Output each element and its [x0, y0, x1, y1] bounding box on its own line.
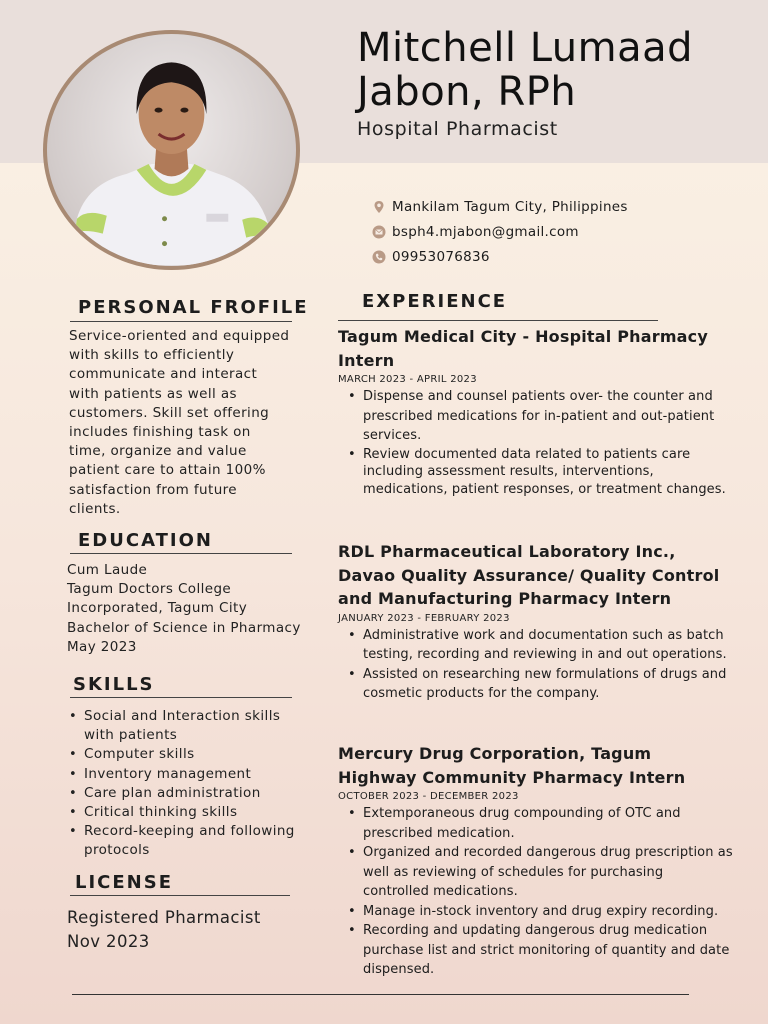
experience-divider	[338, 320, 658, 321]
job-duty: • Administrative work and documentation such as batch testing, recording and reviewing in and out operations.	[346, 626, 733, 665]
footer-divider	[72, 994, 689, 995]
profile-divider	[70, 321, 292, 322]
education-divider	[70, 553, 292, 554]
skill-item: • Social and Interaction skills with patients	[67, 707, 299, 745]
contact-info	[372, 194, 628, 269]
job-duty: • Extemporaneous drug compounding of OTC and prescribed medication.	[346, 804, 733, 843]
job-entry-2	[338, 540, 733, 704]
profile-heading: PERSONAL FROFILE	[78, 297, 309, 318]
job-role: Hospital Pharmacist	[357, 118, 558, 140]
license-date: Nov 2023	[67, 932, 150, 951]
skill-item: • Record-keeping and following protocols	[67, 822, 299, 860]
profile-text: Service-oriented and equipped with skills to efficiently communicate and interact with patients as well as customers. Skill set offering includes finishing task on time, organize and value patient care to attain 100% satisfaction from future clients.	[69, 328, 290, 517]
job-duty: • Dispense and counsel patients over- the counter and prescribed medications for in-patient and out-patient services.	[346, 387, 733, 446]
education-degree: Bachelor of Science in Pharmacy	[67, 619, 301, 636]
job-title: Mercury Drug Corporation, Tagum Highway Community Pharmacy Intern	[338, 744, 686, 787]
location-pin-icon	[372, 200, 386, 214]
skill-item: • Inventory management	[67, 765, 299, 784]
license-divider	[70, 895, 290, 896]
job-date: MARCH 2023 - APRIL 2023	[338, 374, 477, 385]
education-details	[67, 561, 315, 657]
job-duty: • Recording and updating dangerous drug medication purchase list and strict monitoring of quantity and date dispensed.	[346, 921, 733, 980]
applicant-name: Mitchell Lumaad Jabon, RPh	[357, 25, 694, 115]
job-duty: • Assisted on researching new formulations of drugs and cosmetic products for the company.	[346, 665, 733, 704]
education-date: May 2023	[67, 638, 137, 655]
profile-photo	[43, 30, 300, 270]
skill-item: • Computer skills	[67, 745, 299, 764]
job-title: Tagum Medical City - Hospital Pharmacy Intern	[338, 327, 708, 370]
skill-item: • Care plan administration	[67, 784, 299, 803]
contact-phone	[372, 244, 628, 269]
job-duties	[346, 387, 733, 498]
job-duties	[346, 804, 733, 980]
job-date: JANUARY 2023 - FEBRUARY 2023	[338, 612, 510, 624]
education-honor: Cum Laude	[67, 562, 148, 578]
email-icon	[372, 225, 386, 239]
job-entry-1	[338, 325, 733, 498]
job-duty: • Review documented data related to patients care including assessment results, interventions, medications, patient responses, or treatment changes.	[346, 446, 733, 499]
experience-heading: EXPERIENCE	[362, 291, 508, 312]
skills-heading: SKILLS	[73, 674, 155, 695]
job-duty: • Manage in-stock inventory and drug expiry recording.	[346, 902, 733, 922]
contact-email	[372, 219, 628, 244]
license-details	[67, 906, 261, 954]
skills-list	[67, 707, 299, 861]
job-date: OCTOBER 2023 - DECEMBER 2023	[338, 791, 519, 802]
profile-photo-illustration	[47, 34, 296, 266]
skills-divider	[70, 697, 292, 698]
job-duties	[346, 626, 733, 704]
contact-address	[372, 194, 628, 219]
phone-icon	[372, 250, 386, 264]
job-duty: • Organized and recorded dangerous drug prescription as well as reviewing of schedules for purchasing controlled medications.	[346, 843, 733, 902]
email-text[interactable]: bsph4.mjabon@gmail.com	[392, 223, 579, 240]
education-school: Tagum Doctors College Incorporated, Tagum City	[67, 581, 248, 617]
license-heading: LICENSE	[75, 872, 173, 893]
education-heading: EDUCATION	[78, 530, 213, 551]
job-title: RDL Pharmaceutical Laboratory Inc., Davao Quality Assurance/ Quality Control and Manufacturing Pharmacy Intern	[338, 542, 720, 608]
skill-item: • Critical thinking skills	[67, 803, 299, 822]
address-text: Mankilam Tagum City, Philippines	[392, 198, 628, 215]
phone-text[interactable]: 09953076836	[392, 248, 490, 265]
license-name: Registered Pharmacist	[67, 908, 261, 927]
job-entry-3	[338, 742, 733, 980]
